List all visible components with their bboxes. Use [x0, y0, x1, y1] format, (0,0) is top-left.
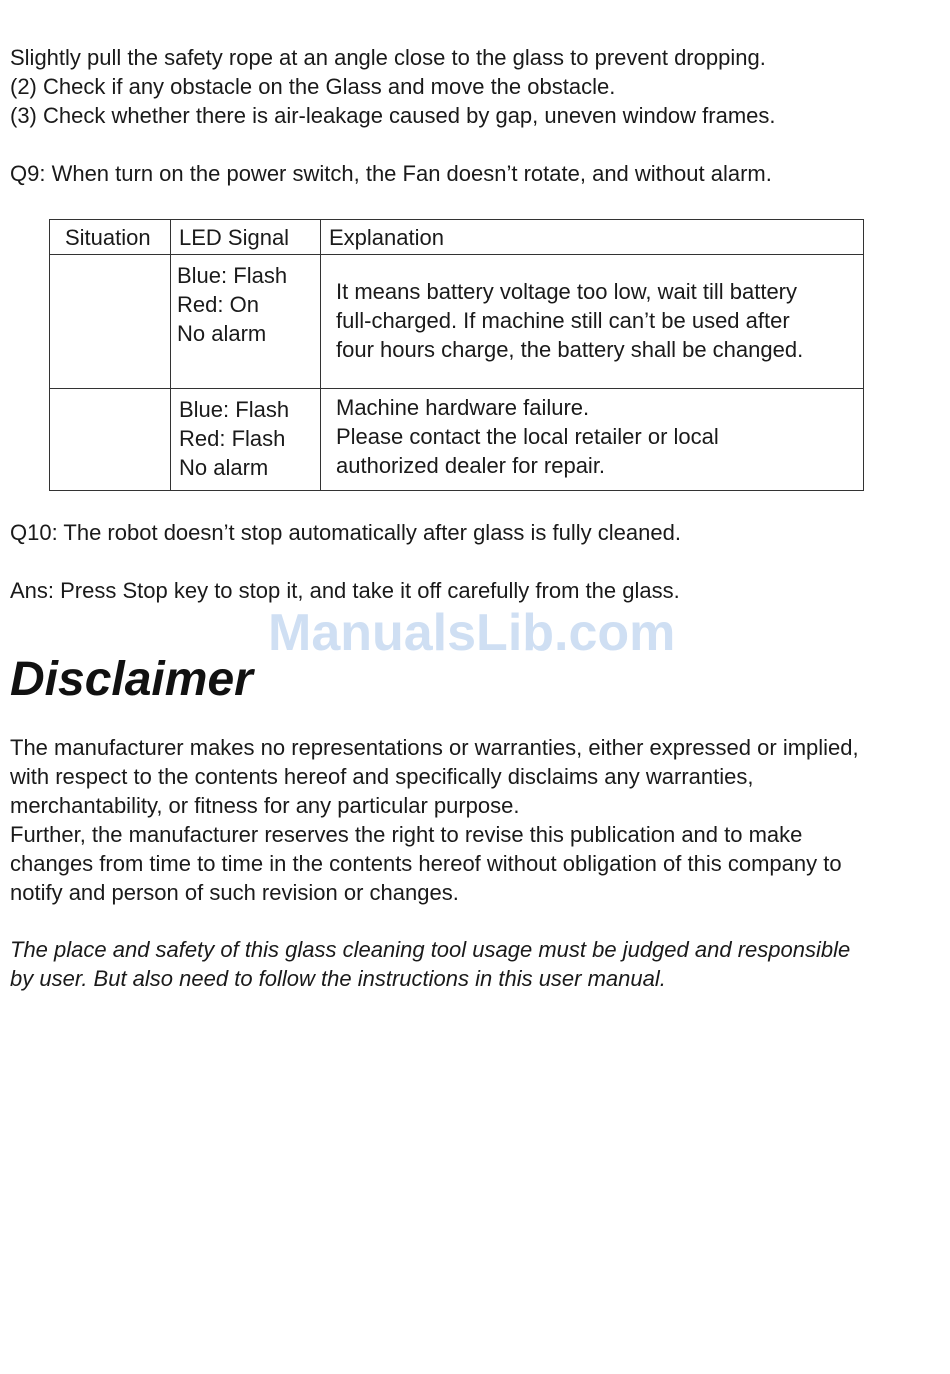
q9-question: Q9: When turn on the power switch, the Fan doesn’t rotate, and without alarm.	[10, 161, 772, 186]
led-line: Red: Flash	[179, 426, 286, 451]
situation-cell	[50, 255, 171, 389]
table-header-row	[50, 220, 864, 255]
explanation-line: four hours charge, the battery shall be changed.	[336, 337, 804, 362]
paragraph-line: The manufacturer makes no representations or warranties, either expressed or implied,	[10, 735, 859, 760]
explanation-cell	[321, 389, 864, 491]
intro-line: Slightly pull the safety rope at an angle close to the glass to prevent dropping.	[10, 45, 766, 70]
disclaimer-heading: Disclaimer	[10, 653, 253, 706]
header-led-signal: LED Signal	[171, 220, 321, 255]
header-explanation: Explanation	[321, 220, 864, 255]
q10-question: Q10: The robot doesn’t stop automatically after glass is fully cleaned.	[10, 520, 681, 545]
led-line: Blue: Flash	[177, 263, 288, 288]
led-line: No alarm	[177, 321, 267, 346]
safety-note-line: The place and safety of this glass cleaning tool usage must be judged and responsible	[10, 937, 851, 962]
paragraph-line: Further, the manufacturer reserves the right to revise this publication and to make	[10, 822, 803, 847]
intro-line: (3) Check whether there is air-leakage caused by gap, uneven window frames.	[10, 103, 776, 128]
led-line: Red: On	[177, 292, 259, 317]
led-signal-table	[49, 219, 864, 491]
led-signal-cell	[171, 389, 321, 491]
disclaimer-paragraph	[10, 733, 945, 907]
led-line: No alarm	[179, 455, 269, 480]
explanation-line: Machine hardware failure.	[336, 395, 590, 420]
safety-note-line: by user. But also need to follow the instructions in this user manual.	[10, 966, 666, 991]
led-line: Blue: Flash	[179, 397, 290, 422]
explanation-cell	[321, 255, 864, 389]
paragraph-line: merchantability, or fitness for any particular purpose.	[10, 793, 520, 818]
paragraph-line: changes from time to time in the contents hereof without obligation of this company to	[10, 851, 842, 876]
q10-answer: Ans: Press Stop key to stop it, and take it off carefully from the glass.	[10, 578, 680, 603]
table-row	[50, 389, 864, 491]
explanation-line: It means battery voltage too low, wait till battery	[336, 279, 798, 304]
paragraph-line: notify and person of such revision or changes.	[10, 880, 459, 905]
explanation-line: authorized dealer for repair.	[336, 453, 606, 478]
watermark: ManualsLib.com	[268, 604, 676, 662]
explanation-line: full-charged. If machine still can’t be used after	[336, 308, 790, 333]
situation-cell	[50, 389, 171, 491]
led-signal-cell	[171, 255, 321, 389]
header-situation: Situation	[50, 220, 171, 255]
table-row	[50, 255, 864, 389]
intro-line: (2) Check if any obstacle on the Glass and move the obstacle.	[10, 74, 616, 99]
safety-note	[10, 935, 945, 993]
paragraph-line: with respect to the contents hereof and specifically disclaims any warranties,	[10, 764, 754, 789]
explanation-line: Please contact the local retailer or local	[336, 424, 719, 449]
